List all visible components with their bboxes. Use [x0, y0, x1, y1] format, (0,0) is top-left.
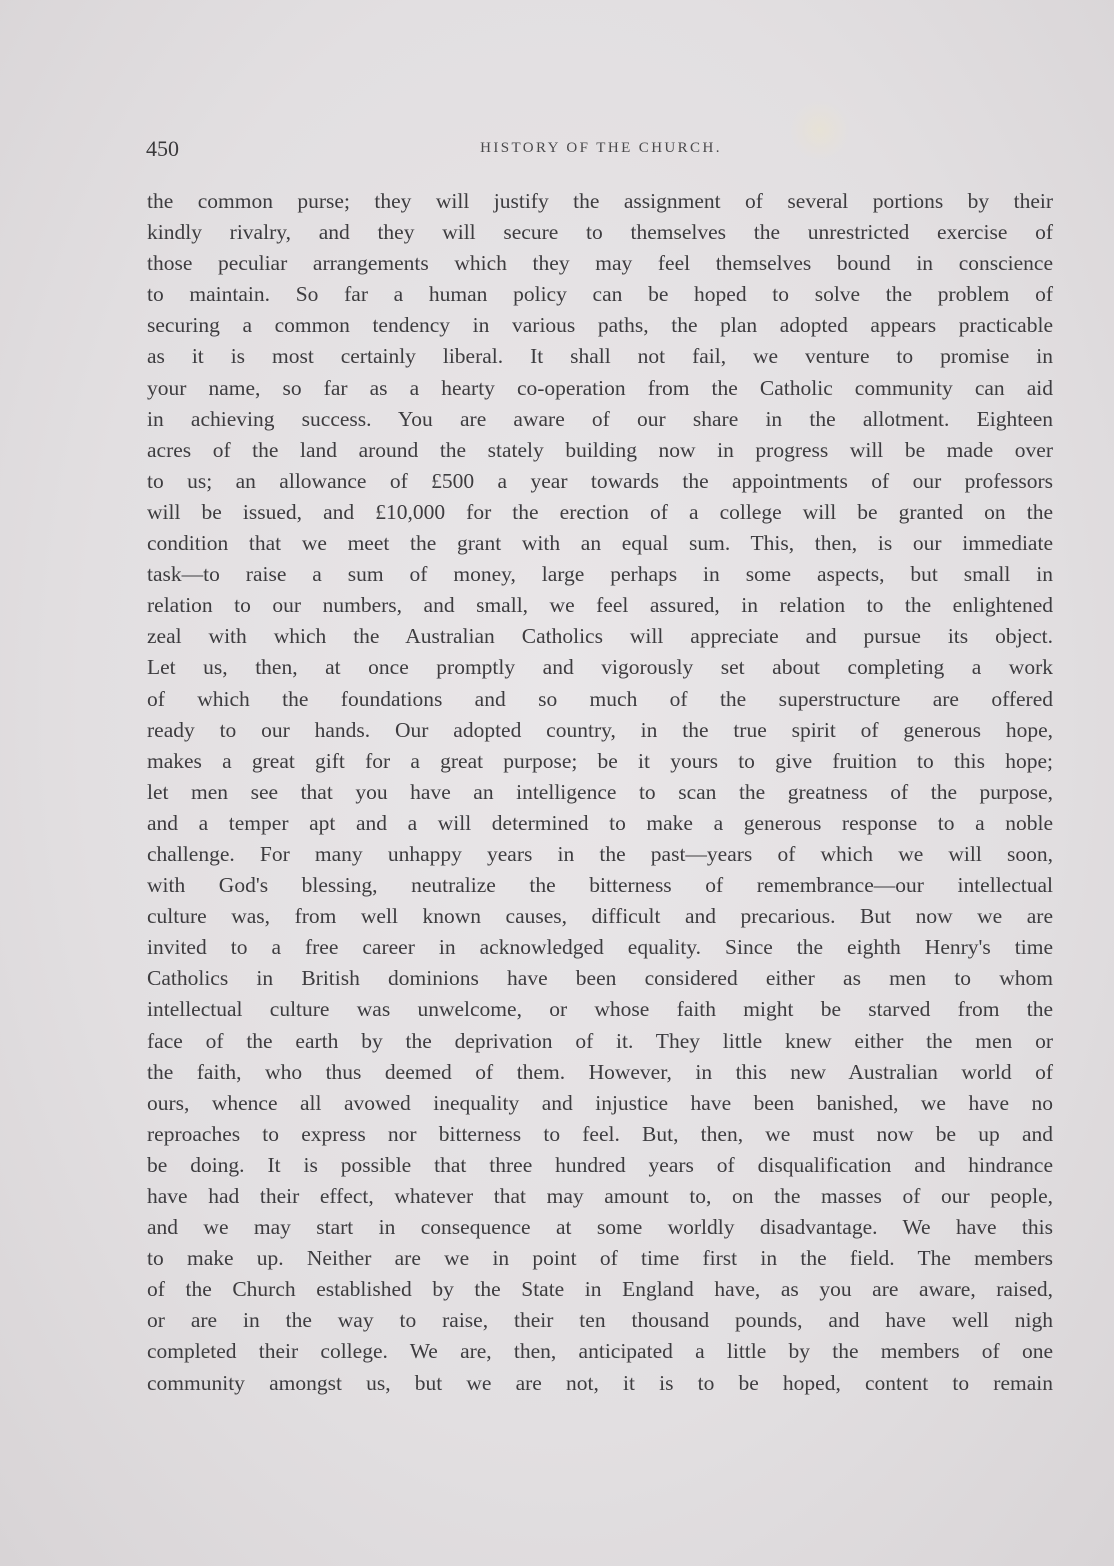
text-line: securing a common tendency in various paths, the plan adopted appears practicable: [147, 313, 1053, 338]
text-line: Catholics in British dominions have been considered either as men to whom: [147, 966, 1053, 991]
text-line: let men see that you have an intelligence to scan the greatness of the purpose,: [147, 779, 1053, 804]
text-line: task—to raise a sum of money, large perhaps in some aspects, but small in: [147, 562, 1053, 587]
text-line: those peculiar arrangements which they may feel themselves bound in conscience: [147, 251, 1053, 276]
text-line: invited to a free career in acknowledged equality. Since the eighth Henry's time: [147, 935, 1053, 960]
text-line: challenge. For many unhappy years in the past—years of which we will soon,: [147, 841, 1053, 866]
text-line: or are in the way to raise, their ten thousand pounds, and have well nigh: [147, 1308, 1053, 1333]
text-line: makes a great gift for a great purpose; be it yours to give fruition to this hope;: [147, 748, 1053, 773]
text-line: with God's blessing, neutralize the bitterness of remembrance—our intellectual: [147, 873, 1053, 898]
text-line: condition that we meet the grant with an equal sum. This, then, is our immediate: [147, 531, 1053, 556]
text-line: as it is most certainly liberal. It shall not fail, we venture to promise in: [147, 344, 1053, 369]
text-line: and a temper apt and a will determined to make a generous response to a noble: [147, 810, 1053, 835]
text-line: of which the foundations and so much of the superstructure are offered: [147, 686, 1053, 711]
text-line: will be issued, and £10,000 for the erection of a college will be granted on the: [147, 499, 1053, 524]
text-line: and we may start in consequence at some worldly disadvantage. We have this: [147, 1215, 1053, 1240]
running-head: [146, 136, 1056, 166]
text-line: face of the earth by the deprivation of it. They little knew either the men or: [147, 1028, 1053, 1053]
text-line: have had their effect, whatever that may amount to, on the masses of our people,: [147, 1184, 1053, 1208]
text-line: intellectual culture was unwelcome, or whose faith might be starved from the: [147, 997, 1053, 1022]
text-line: kindly rivalry, and they will secure to themselves the unrestricted exercise of: [147, 220, 1053, 245]
text-line: completed their college. We are, then, anticipated a little by the members of one: [147, 1339, 1053, 1364]
text-line: acres of the land around the stately building now in progress will be made over: [147, 437, 1053, 462]
text-line: culture was, from well known causes, difficult and precarious. But now we are: [147, 904, 1053, 929]
text-line: your name, so far as a hearty co-operation from the Catholic community can aid: [147, 375, 1053, 400]
text-line: Let us, then, at once promptly and vigorously set about completing a work: [147, 655, 1053, 680]
text-line: to make up. Neither are we in point of time first in the field. The members: [147, 1246, 1053, 1271]
text-line: reproaches to express nor bitterness to feel. But, then, we must now be up and: [147, 1121, 1053, 1146]
text-line: ready to our hands. Our adopted country, in the true spirit of generous hope,: [147, 717, 1053, 742]
text-line: in achieving success. You are aware of our share in the allotment. Eighteen: [147, 406, 1053, 431]
text-line: be doing. It is possible that three hundred years of disqualification and hindrance: [147, 1152, 1053, 1177]
text-line: of the Church established by the State in England have, as you are aware, raised,: [147, 1277, 1053, 1302]
text-line: to us; an allowance of £500 a year towards the appointments of our professors: [147, 468, 1053, 493]
text-line: ours, whence all avowed inequality and injustice have been banished, we have no: [147, 1090, 1053, 1115]
text-line: the faith, who thus deemed of them. However, in this new Australian world of: [147, 1059, 1053, 1084]
body-text: [147, 186, 1053, 1399]
text-line: community amongst us, but we are not, it is to be hoped, content to remain: [147, 1370, 1053, 1395]
running-title: HISTORY OF THE CHURCH.: [480, 140, 722, 156]
text-line: the common purse; they will justify the assignment of several portions by their: [147, 189, 1053, 213]
text-line: relation to our numbers, and small, we feel assured, in relation to the enlightened: [147, 593, 1053, 618]
text-line: to maintain. So far a human policy can be hoped to solve the problem of: [147, 282, 1053, 307]
page-number: 450: [146, 136, 179, 161]
text-line: zeal with which the Australian Catholics will appreciate and pursue its object.: [147, 624, 1053, 649]
